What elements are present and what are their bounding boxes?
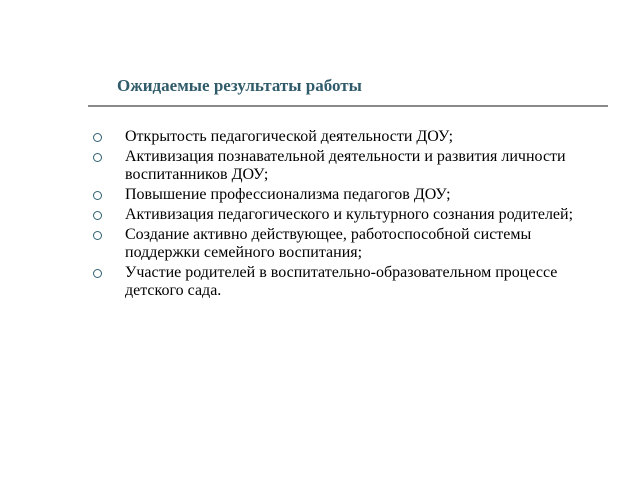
circle-bullet-icon — [93, 133, 102, 142]
circle-bullet-icon — [93, 153, 102, 162]
list-item — [88, 264, 608, 300]
list-item-text: Открытость педагогической деятельности ДОУ; — [125, 128, 454, 145]
slide-title: Ожидаемые результаты работы — [117, 76, 362, 95]
list-item-text: Активизация познавательной деятельности и развития личности воспитанников ДОУ; — [125, 148, 566, 183]
circle-bullet-icon — [93, 231, 102, 240]
circle-bullet-icon — [93, 191, 102, 200]
list-item — [88, 186, 608, 204]
list-item-text: Участие родителей в воспитательно-образовательном процессе детского сада. — [125, 264, 558, 299]
list-item — [88, 148, 608, 184]
list-item-text: Повышение профессионализма педагогов ДОУ; — [125, 186, 451, 203]
list-item — [88, 128, 608, 146]
circle-bullet-icon — [93, 269, 102, 278]
list-item-text: Создание активно действующее, работоспособной системы поддержки семейного воспитания; — [125, 226, 532, 261]
circle-bullet-icon — [93, 211, 102, 220]
bullet-list — [88, 128, 608, 302]
list-item — [88, 206, 608, 224]
list-item — [88, 226, 608, 262]
title-divider — [88, 105, 608, 107]
list-item-text: Активизация педагогического и культурного сознания родителей; — [125, 206, 574, 223]
